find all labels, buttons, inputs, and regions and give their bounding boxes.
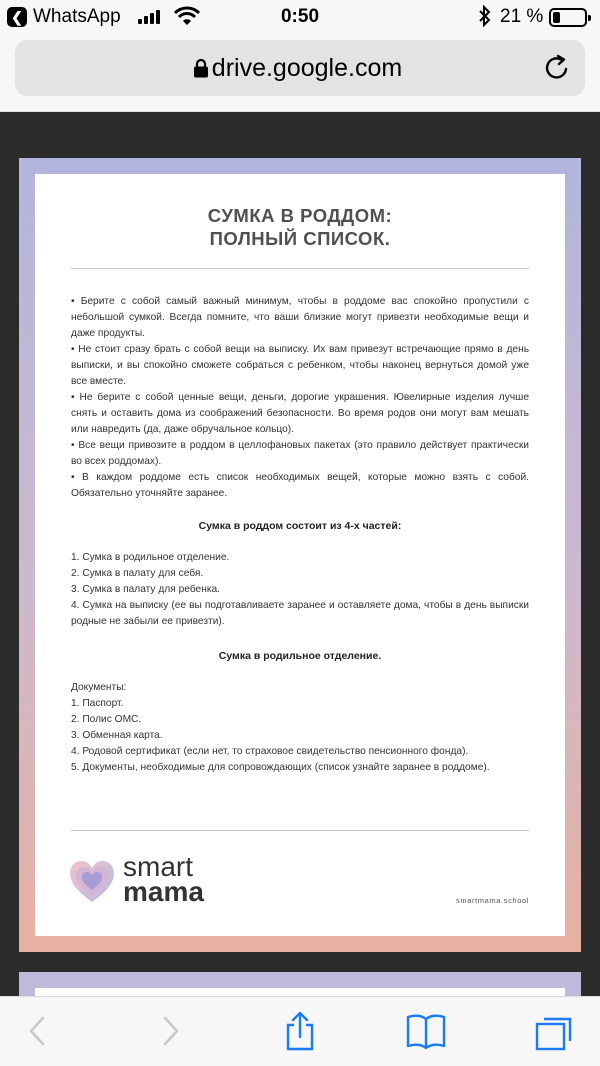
bookmarks-icon[interactable]: [406, 1011, 446, 1051]
list-item: 2. Полис ОМС.: [71, 714, 142, 725]
address-bar[interactable]: [15, 40, 585, 96]
back-arrow-icon[interactable]: [18, 1011, 58, 1051]
list-item: 1. Сумка в родильное отделение.: [71, 552, 230, 563]
parts-list: [71, 550, 529, 630]
tabs-icon[interactable]: [534, 1011, 574, 1051]
list-item: 3. Обменная карта.: [71, 730, 163, 741]
divider-top: [71, 268, 529, 269]
url-domain[interactable]: drive.google.com: [211, 54, 403, 82]
list-item: 5. Документы, необходимые для сопровождающих (список узнайте заранее в роддоме).: [71, 762, 490, 773]
list-item: 4. Сумка на выписку (ее вы подготавливаете заранее и оставляете дома, чтобы в день выписки родные не забыли ее привезти).: [71, 600, 529, 627]
pdf-page: [19, 158, 581, 952]
list-item: 4. Родовой сертификат (если нет, то страховое свидетельство пенсионного фонда).: [71, 746, 469, 757]
document-title: [35, 204, 565, 250]
intro-paragraph: • В каждом роддоме есть список необходимых вещей, которые можно взять с собой. Обязательно уточняйте заранее.: [71, 472, 529, 499]
documents-list: [71, 680, 529, 776]
next-page-content: [35, 988, 565, 996]
document-viewer[interactable]: [0, 112, 600, 996]
battery-level-fill: [553, 12, 560, 23]
heart-logo-icon: [69, 860, 115, 904]
pdf-page-next: [19, 972, 581, 996]
title-line-2: ПОЛНЫЙ СПИСОК.: [209, 228, 391, 249]
forward-arrow-icon[interactable]: [150, 1011, 190, 1051]
intro-paragraph: • Не берите с собой ценные вещи, деньги, дорогие украшения. Ювелирные изделия лучше снять и оставить дома из соображений безопасности. Во время родов они могут вам мешать или навредить (да, даже обручальное кольцо).: [71, 392, 529, 435]
page-content: [35, 174, 565, 936]
clock: 0:50: [280, 6, 320, 27]
list-item: 3. Сумка в палату для ребенка.: [71, 584, 221, 595]
back-to-app-label[interactable]: WhatsApp: [33, 6, 121, 27]
battery-percentage: 21 %: [500, 6, 544, 27]
title-line-1: СУМКА В РОДДОМ:: [207, 205, 393, 226]
list-item: 1. Паспорт.: [71, 698, 124, 709]
logo-line-1: smart: [123, 851, 193, 882]
share-icon[interactable]: [280, 1011, 320, 1051]
website-url: smartmama.school: [456, 896, 529, 905]
logo-line-2: mama: [123, 876, 204, 907]
smartmama-logo: [69, 851, 229, 914]
intro-paragraph: • Не стоит сразу брать с собой вещи на выписку. Их вам привезут встречающие прямо в день выписки, и вы спокойно сможете собраться с ребенком, чтобы наконец вернуться домой уже все вместе.: [71, 344, 529, 387]
documents-label: Документы:: [71, 682, 127, 693]
reload-icon[interactable]: [543, 54, 571, 82]
bluetooth-icon: [478, 5, 492, 27]
back-to-app-icon[interactable]: ❮: [7, 7, 27, 27]
parts-heading: Сумка в роддом состоит из 4-х частей:: [198, 520, 402, 532]
battery-icon: [549, 8, 587, 27]
intro-paragraph: • Берите с собой самый важный минимум, чтобы в роддоме вас спокойно пропустили с небольшой сумкой. Всегда помните, что ваши близкие могут привезти необходимые вещи и даже продукты.: [71, 296, 529, 339]
divider-bottom: [71, 830, 529, 831]
intro-block: [71, 294, 529, 502]
status-bar: [0, 0, 600, 34]
list-item: 2. Сумка в палату для себя.: [71, 568, 204, 579]
logo-wordmark: [123, 851, 204, 907]
browser-address-area: [0, 34, 600, 112]
intro-paragraph: • Все вещи привозите в роддом в целлофановых пакетах (это правило действует практически во всех роддомах).: [71, 440, 529, 467]
section-heading: Сумка в родильное отделение.: [218, 650, 382, 662]
browser-toolbar: [0, 996, 600, 1066]
